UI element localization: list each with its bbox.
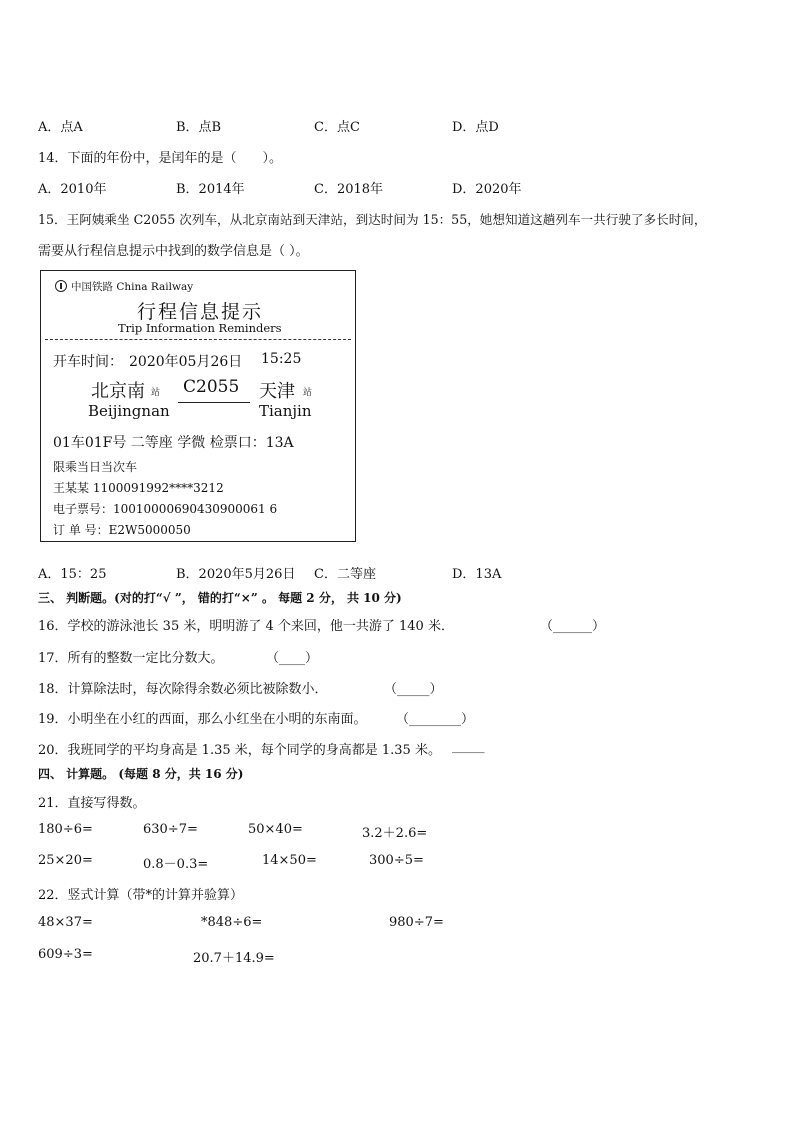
q14-option-c: C．2018年	[314, 182, 384, 197]
judge-17-blank: （____）	[266, 651, 319, 666]
q21-item: 630÷7=	[143, 822, 198, 837]
q14-option-a: A．2010年	[38, 182, 107, 197]
ticket-train-arrow	[178, 402, 250, 403]
ticket-seat-line: 01车01F号 二等座 学微 检票口：13A	[53, 435, 294, 451]
ticket-from-cn: 北京南	[91, 381, 145, 402]
q13-option-d: D．点D	[452, 120, 499, 135]
ticket-depart-label: 开车时间：	[53, 354, 123, 370]
q21-item: 300÷5=	[369, 853, 424, 868]
ticket-title-cn: 行程信息提示	[137, 301, 264, 323]
q15-line1: 15．王阿姨乘坐 C2055 次列车，从北京南站到天津站，到达时间为 15：55，她想知道这趟列车一共行驶了多长时间，	[38, 212, 707, 227]
judge-18-blank: （_____）	[384, 682, 443, 697]
ticket-to-cn: 天津	[259, 381, 295, 402]
ticket-divider	[45, 339, 351, 340]
q21-item: 50×40=	[248, 822, 303, 837]
section4-heading: 四、 计算题。 (每题 8 分，共 16 分)	[38, 767, 244, 781]
q15-option-b: B．2020年5月26日	[176, 567, 296, 582]
ticket-train-no: C2055	[183, 377, 240, 397]
q21-item: 0.8－0.3=	[143, 857, 209, 872]
q22-item: 20.7＋14.9=	[193, 951, 275, 966]
q13-option-a: A．点A	[38, 120, 83, 135]
china-railway-logo-icon	[55, 280, 67, 292]
ticket-passenger: 王某某 1100091992****3212	[53, 481, 224, 495]
ticket-eticket: 电子票号：10010000690430900061 6	[53, 502, 278, 516]
judge-19-blank: （________）	[396, 712, 475, 727]
judge-20-text: 20．我班同学的平均身高是 1.35 米，每个同学的身高都是 1.35 米。	[38, 743, 441, 758]
q15-option-d: D．13A	[452, 567, 502, 582]
judge-17-text: 17．所有的整数一定比分数大。	[38, 651, 224, 666]
q22-item: 48×37=	[38, 915, 93, 930]
q21-item: 25×20=	[38, 853, 93, 868]
ticket-order: 订 单 号：E2W5000050	[53, 523, 191, 537]
q13-option-b: B．点B	[176, 120, 222, 135]
judge-18-text: 18．计算除法时，每次除得余数必须比被除数小．	[38, 682, 328, 697]
judge-19-text: 19．小明坐在小红的西面，那么小红坐在小明的东南面。	[38, 712, 367, 727]
ticket-to-suffix: 站	[303, 388, 313, 398]
q14-option-b: B．2014年	[176, 182, 245, 197]
q14-option-d: D．2020年	[452, 182, 522, 197]
ticket-to-en: Tianjin	[259, 402, 312, 420]
q22-item: 609÷3=	[38, 947, 93, 962]
q14-text: 14．下面的年份中，是闰年的是（ ）。	[38, 151, 283, 166]
q21-item: 14×50=	[262, 853, 317, 868]
trip-ticket	[40, 270, 356, 542]
q22-item: *848÷6=	[201, 915, 263, 930]
ticket-restriction: 限乘当日当次车	[53, 460, 138, 474]
q22-item: 980÷7=	[389, 915, 444, 930]
section3-heading: 三、 判断题。(对的打“√ ”， 错的打“×” 。 每题 2 分， 共 10 分)	[38, 591, 402, 605]
ticket-from-suffix: 站	[151, 388, 161, 398]
judge-16-text: 16．学校的游泳池长 35 米，明明游了 4 个来回，他一共游了 140 米．	[38, 619, 454, 634]
ticket-brand: 中国铁路 China Railway	[71, 281, 194, 293]
q13-option-c: C．点C	[314, 120, 360, 135]
q22-text: 22．竖式计算（带*的计算并验算）	[38, 888, 244, 903]
ticket-title-en: Trip Information Reminders	[118, 321, 282, 335]
q15-option-c: C．二等座	[314, 567, 376, 582]
q15-line2: 需要从行程信息提示中找到的数学信息是（ ）。	[38, 244, 309, 259]
ticket-depart-date: 2020年05月26日	[129, 354, 243, 370]
judge-20-blank: _____	[452, 739, 485, 754]
q21-item: 180÷6=	[38, 822, 93, 837]
q21-text: 21．直接写得数。	[38, 796, 146, 811]
q15-option-a: A．15：25	[38, 567, 107, 582]
ticket-depart-time: 15:25	[261, 351, 302, 367]
q21-item: 3.2＋2.6=	[362, 826, 428, 841]
ticket-from-en: Beijingnan	[88, 402, 170, 420]
judge-16-blank: （______）	[540, 619, 606, 634]
